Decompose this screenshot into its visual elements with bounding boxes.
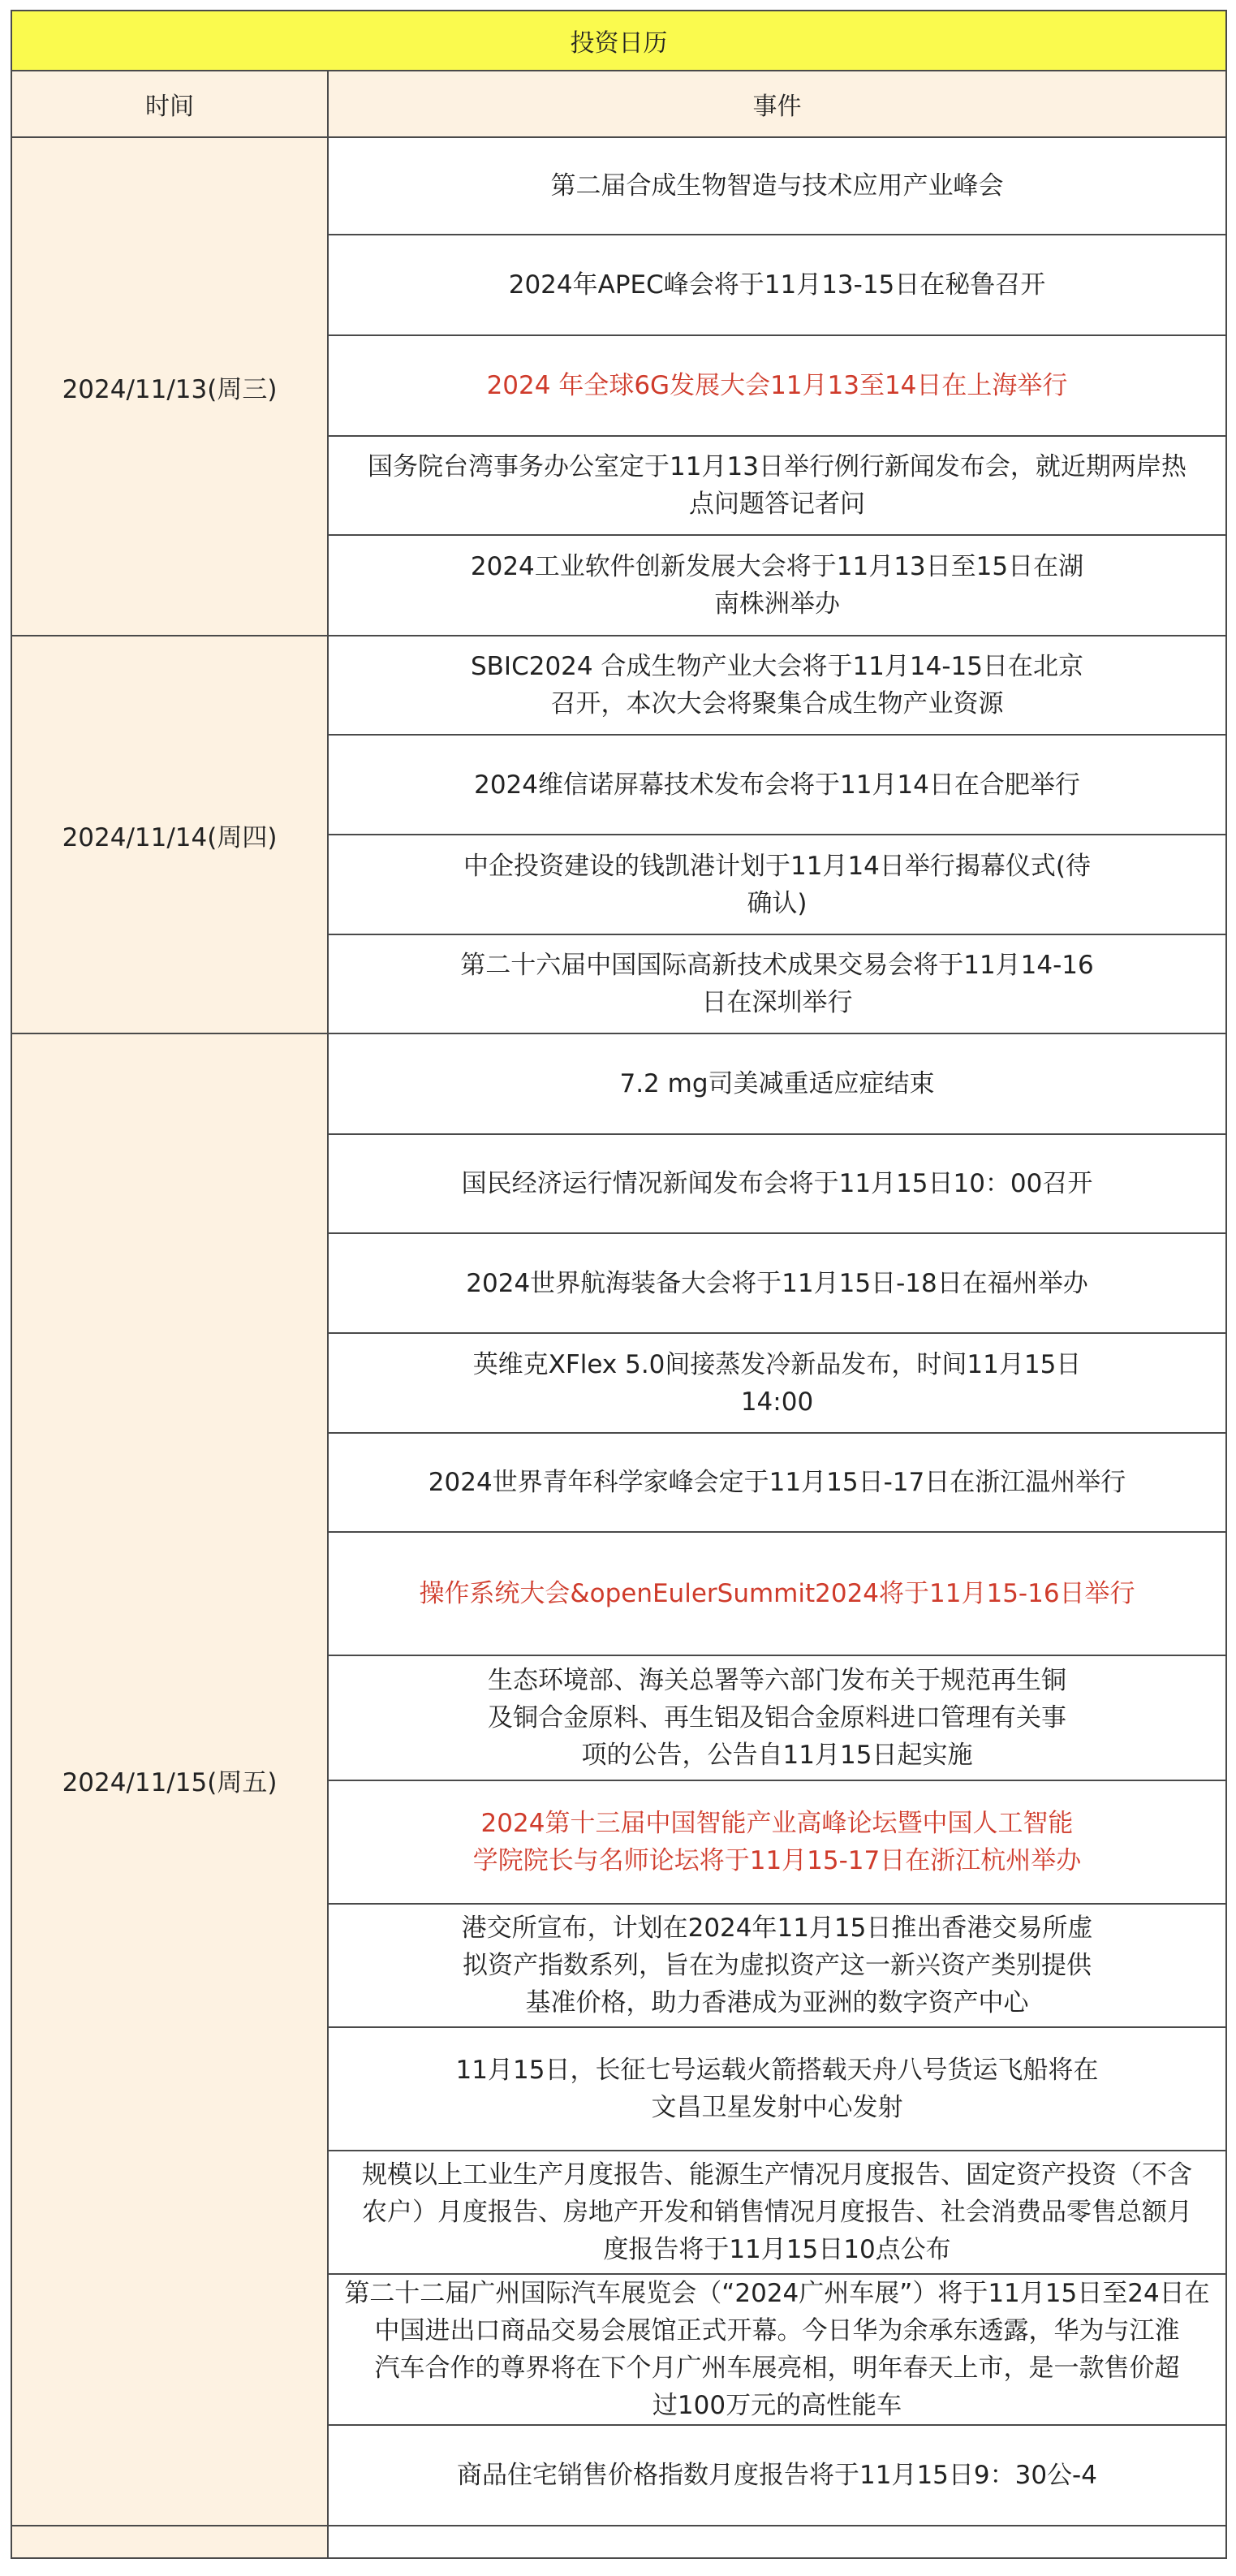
column-header-event: 事件 [328,71,1226,137]
event-cell: 2024 年全球6G发展大会11月13至14日在上海举行 [328,335,1226,436]
event-line: 及铜合金原料、再生铝及铝合金原料进口管理有关事 [488,1703,1066,1732]
event-line: 11月15日，长征七号运载火箭搭载天舟八号货运飞船将在 [455,2056,1099,2085]
event-line: 中企投资建设的钱凯港计划于11月14日举行揭幕仪式(待 [463,851,1091,881]
column-header-time: 时间 [11,71,328,137]
date-cell: 2024/11/15(周五) [11,1033,328,2526]
event-cell [328,535,1226,636]
table-row [11,2526,1226,2558]
calendar-container [11,10,1225,2559]
event-cell: 2024年APEC峰会将于11月13-15日在秘鲁召开 [328,235,1226,335]
event-line: 拟资产指数系列，旨在为虚拟资产这一新兴资产类别提供 [463,1951,1092,1980]
event-line: SBIC2024 合成生物产业大会将于11月14-15日在北京 [470,652,1083,681]
event-line: 项的公告，公告自11月15日起实施 [581,1741,973,1770]
event-line: 点问题答记者问 [689,490,865,519]
event-cell [328,436,1226,535]
event-line: 第二十二届广州国际汽车展览会（“2024广州车展”）将于11月15日至24日在 [344,2279,1210,2308]
event-line: 基准价格，助力香港成为亚洲的数字资产中心 [525,1988,1029,2017]
event-line: 生态环境部、海关总署等六部门发布关于规范再生铜 [488,1666,1066,1695]
event-cell [328,2151,1226,2274]
event-line: 中国进出口商品交易会展馆正式开幕。今日华为余承东透露，华为与江淮 [374,2316,1180,2345]
event-cell [328,636,1226,735]
event-cell [328,1904,1226,2027]
event-cell [328,2027,1226,2151]
event-cell [328,1780,1226,1904]
date-cell: 2024/11/14(周四) [11,636,328,1033]
event-cell [328,2274,1226,2425]
event-cell [328,835,1226,934]
event-line: 日在深圳举行 [701,988,853,1017]
event-line: 南株洲举办 [714,589,840,619]
event-line: 14:00 [740,1387,814,1417]
title-row [11,11,1226,71]
event-line: 港交所宣布，计划在2024年11月15日推出香港交易所虚 [461,1914,1093,1943]
event-cell: 操作系统大会&openEulerSummit2024将于11月15-16日举行 [328,1532,1226,1655]
event-line: 确认) [747,888,807,918]
table-row [11,1033,1226,1134]
table-row [11,137,1226,235]
event-cell: 2024世界青年科学家峰会定于11月15日-17日在浙江温州举行 [328,1433,1226,1532]
event-line: 农户）月度报告、房地产开发和销售情况月度报告、社会消费品零售总额月 [362,2198,1192,2227]
header-row [11,71,1226,137]
calendar-title: 投资日历 [11,11,1226,71]
event-line: 学院院长与名师论坛将于11月15-17日在浙江杭州举办 [472,1846,1082,1875]
event-line: 过100万元的高性能车 [652,2391,902,2420]
event-line: 2024工业软件创新发展大会将于11月13日至15日在湖 [470,552,1084,581]
investment-calendar-table [11,10,1227,2559]
event-line: 第二十六届中国国际高新技术成果交易会将于11月14-16 [460,951,1094,980]
date-cell: 2024/11/13(周三) [11,137,328,636]
event-cell: 商品住宅销售价格指数月度报告将于11月15日9：30公-4 [328,2425,1226,2526]
date-cell [11,2526,328,2558]
event-cell: 2024世界航海装备大会将于11月15日-18日在福州举办 [328,1233,1226,1333]
event-cell: 国民经济运行情况新闻发布会将于11月15日10：00召开 [328,1134,1226,1233]
event-cell [328,1333,1226,1433]
event-line: 国务院台湾事务办公室定于11月13日举行例行新闻发布会，就近期两岸热 [368,452,1186,481]
event-cell: 第二届合成生物智造与技术应用产业峰会 [328,137,1226,235]
table-row [11,636,1226,735]
event-line: 文昌卫星发射中心发射 [651,2093,903,2122]
event-line: 英维克XFlex 5.0间接蒸发冷新品发布，时间11月15日 [472,1349,1082,1379]
event-line: 召开，本次大会将聚集合成生物产业资源 [550,689,1004,718]
event-line: 2024第十三届中国智能产业高峰论坛暨中国人工智能 [480,1809,1074,1838]
event-line: 规模以上工业生产月度报告、能源生产情况月度报告、固定资产投资（不含 [362,2160,1192,2190]
event-line: 汽车合作的尊界将在下个月广州车展亮相，明年春天上市，是一款售价超 [374,2354,1180,2383]
event-cell [328,1655,1226,1780]
event-cell [328,2526,1226,2558]
event-cell [328,934,1226,1033]
event-line: 度报告将于11月15日10点公布 [603,2235,951,2264]
event-cell: 7.2 mg司美减重适应症结束 [328,1033,1226,1134]
event-cell: 2024维信诺屏幕技术发布会将于11月14日在合肥举行 [328,735,1226,835]
